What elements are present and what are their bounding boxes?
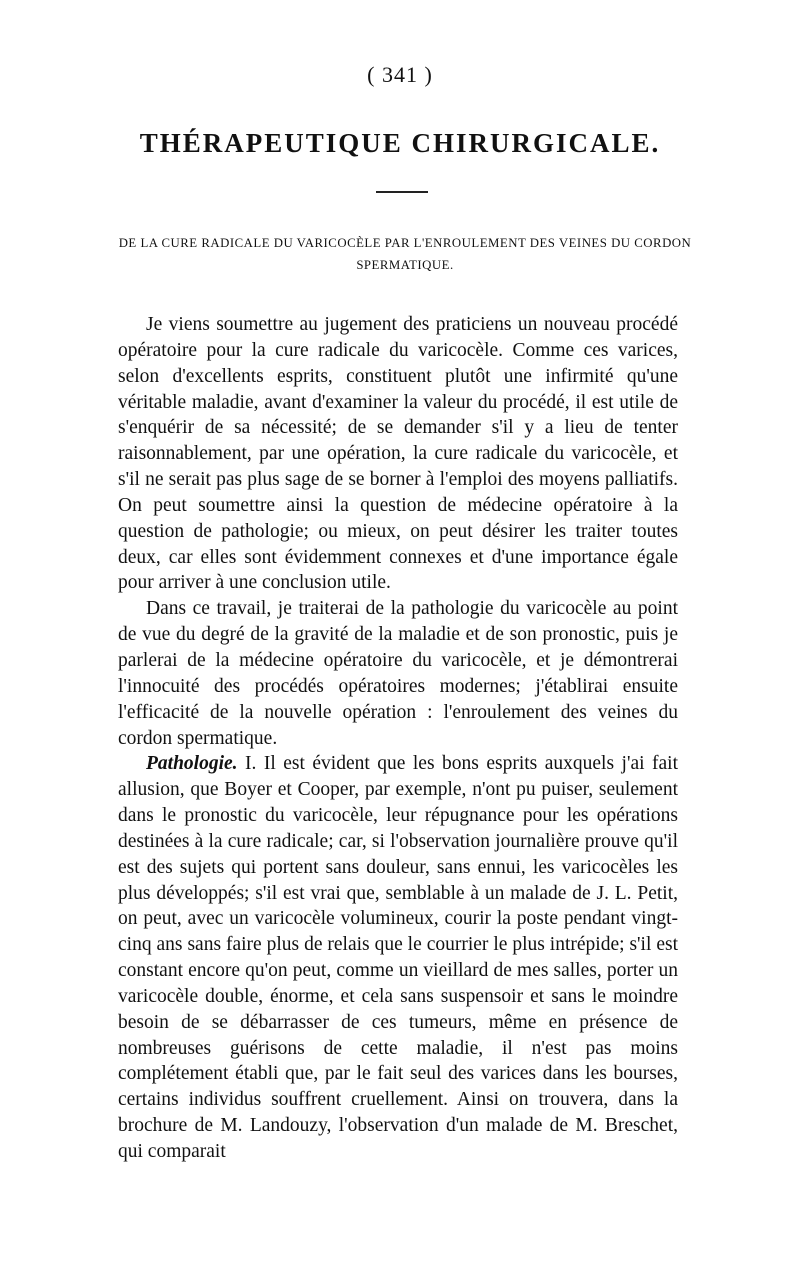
- pathologie-heading: Pathologie.: [146, 753, 238, 775]
- pathologie-text: I. Il est évident que les bons esprits auxquels j'ai fait allusion, que Boyer et Cooper, par exemple, n'ont pu puiser, seulement dans le pronostic du varicocèle, leur répugnance pour les opérations destinées à la cure radicale; car, si l'observation journalière prouve qu'il est des sujets qui portent sans douleur, sans ennui, les varicocèles les plus développés; s'il est vrai que, semblable à un malade de J. L. Petit, on peut, avec un varicocèle volumineux, courir la poste pendant vingt-cinq ans sans faire plus de relais que le courrier le plus intrépide; s'il est constant encore qu'on peut, comme un vieillard de mes salles, porter un varicocèle double, énorme, et cela sans suspensoir et sans le moindre besoin de se débarrasser de ces tumeurs, même en présence de nombreuses guérisons de cette maladie, il n'est pas moins complétement établi que, par le fait seul des varices dans les bourses, certains individus souffrent cruellement. Ainsi on trouvera, dans la brochure de M. Landouzy, l'observation d'un malade de M. Breschet, qui comparait: [118, 753, 678, 1162]
- paragraph-plan: Dans ce travail, je traiterai de la pathologie du varicocèle au point de vue du degré de la gravité de la maladie et de son pronostic, puis je parlerai de la médecine opératoire du varicocèle, et je démontrerai l'innocuité des procédés opératoires modernes; j'établirai ensuite l'efficacité de la nouvelle opération : l'enroulement des veines du cordon spermatique.: [118, 598, 678, 749]
- article-subtitle: DE LA CURE RADICALE DU VARICOCÈLE PAR L'ENROULEMENT DES VEINES DU CORDON SPERMATIQUE.: [118, 236, 692, 272]
- paragraph-pathologie: [118, 751, 678, 1165]
- paragraph-intro: Je viens soumettre au jugement des praticiens un nouveau procédé opératoire pour la cure radicale du varicocèle. Comme ces varices, selon d'excellents esprits, constituent plutôt une infirmité qu'une véritable maladie, avant d'examiner la valeur du procédé, il est utile de s'enquérir de sa nécessité; de se demander s'il y a lieu de tenter raisonnablement, par une opération, la cure radicale du varicocèle, et s'il ne serait pas plus sage de se borner à l'emploi des moyens palliatifs. On peut soumettre ainsi la question de médecine opératoire à la question de pathologie; ou mieux, on peut désirer les traiter toutes deux, car elles sont évidemment connexes et d'une importance égale pour arriver à une conclusion utile.: [118, 314, 678, 594]
- section-title: THÉRAPEUTIQUE CHIRURGICALE.: [139, 128, 661, 158]
- page-number: ( 341 ): [367, 62, 433, 87]
- article-body: [118, 312, 678, 1165]
- title-divider: [376, 191, 428, 193]
